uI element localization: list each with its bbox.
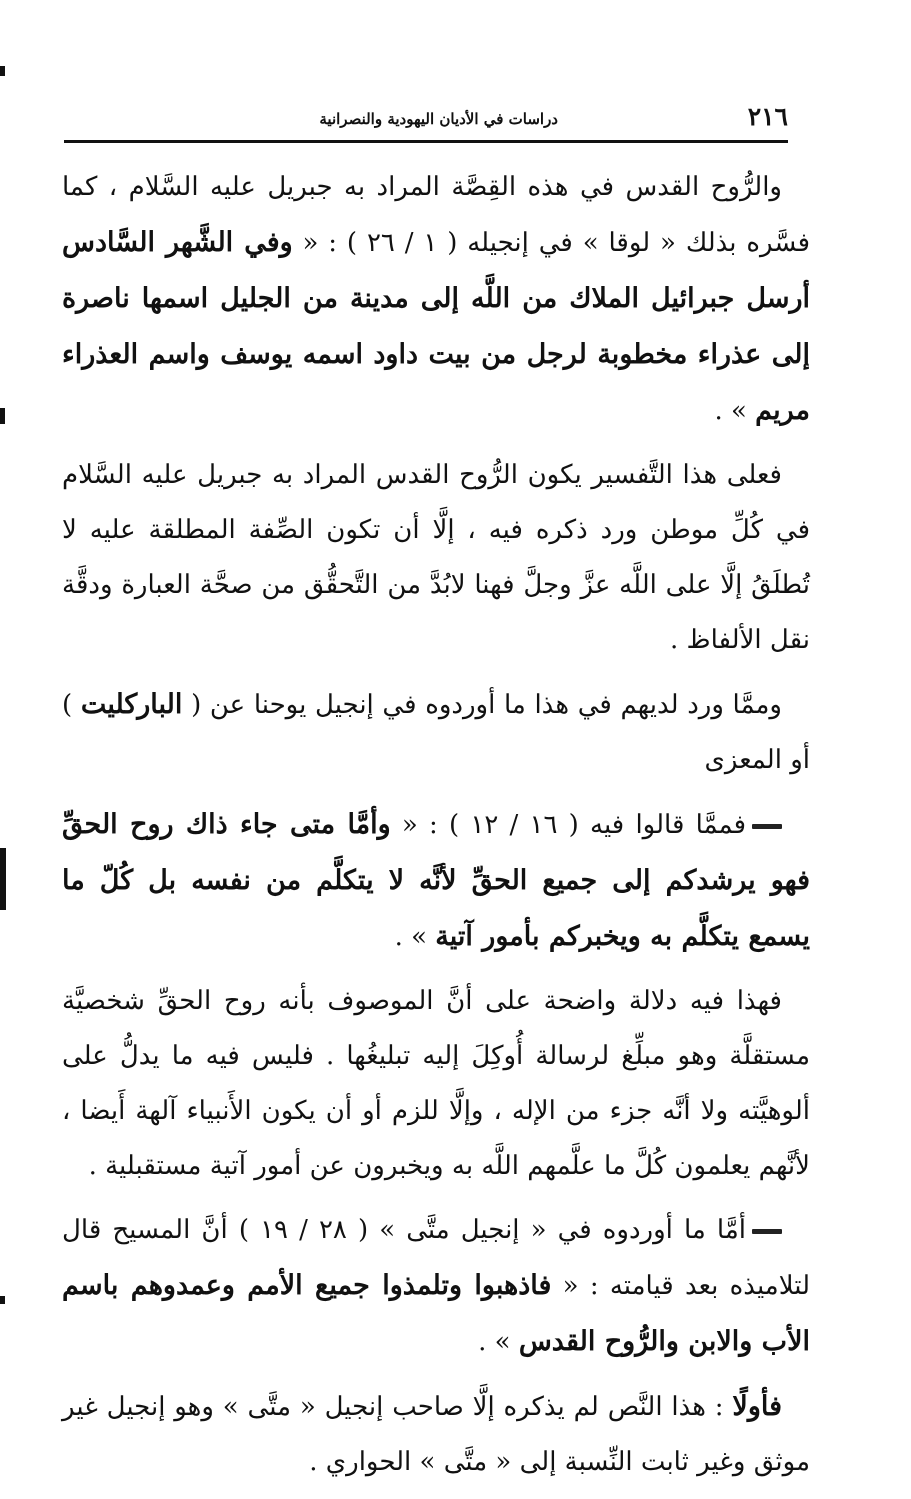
paragraph-text: أمَّا ما أوردوه في « إنجيل متَّى » ( ٢٨ / ١٩ ) أنَّ المسيح قال لتلاميذه بعد قيامته : « (62, 1215, 810, 1301)
quoted-scripture: فاذهبوا وتلمذوا جميع الأمم وعمدوهم باسم الأب والابن والرُّوح القدس (62, 1270, 810, 1357)
point-label: فأولًا (732, 1391, 782, 1422)
paragraph-first-point (62, 1379, 810, 1490)
paragraph-text: والرُّوح القدس في هذه القِصَّة المراد به جبريل عليه السَّلام ، كما فسَّره بذلك « لوقا » في إنجيله ( ١ / ٢٦ ) : « (62, 172, 810, 258)
section-marker-icon (752, 824, 782, 829)
paragraph-text: » . (478, 1327, 519, 1357)
bold-term: الباركليت (80, 689, 183, 720)
paragraph-paraclete-intro (62, 677, 810, 788)
scan-mark (0, 848, 6, 910)
section-marker-icon (752, 1229, 782, 1234)
paragraph-text: فهذا فيه دلالة واضحة على أنَّ الموصوف بأنه روح الحقِّ شخصيَّة مستقلَّة وهو مبلِّغ لرسالة أُوكِلَ إليه تبليغُها . فليس فيه ما يدلُّ على ألوهيَّته ولا أنَّه جزء من الإله ، وإلَّا للزم أو أن يكون الأَنبياء آلهة أَيضا ، لأنَّهم يعلمون كُلَّ ما علَّمهم اللَّه به ويخبرون عن أمور آتية مستقبلية . (62, 986, 810, 1181)
running-title: دراسات في الأديان اليهودية والنصرانية (319, 110, 558, 128)
scan-mark (0, 1296, 5, 1304)
paragraph-matthew-quote (62, 1203, 810, 1370)
paragraph-text: » . (714, 396, 756, 426)
paragraph-argument (62, 974, 810, 1194)
page-number: ٢١٦ (747, 102, 788, 131)
paragraph-luke-quote (62, 160, 810, 439)
paragraph-text: وممَّا ورد لديهم في هذا ما أوردوه في إنجيل يوحنا عن ( (182, 690, 782, 720)
quoted-scripture: وأمَّا متى جاء ذاك روح الحقِّ فهو يرشدكم إلى جميع الحقِّ لأنَّه لا يتكلَّم من نفسه بل كُلّ ما يسمع يتكلَّم به ويخبركم بأمور آتية (62, 809, 810, 952)
paragraph-john-quote (62, 797, 810, 965)
paragraph-text: : هذا النَّص لم يذكره إلَّا صاحب إنجيل « متَّى » وهو إنجيل غير موثق وغير ثابت النِّسبة إلى « متَّى » الحواري . (62, 1392, 810, 1477)
page-header (64, 100, 788, 143)
quoted-scripture: وفي الشَّهر السَّادس أرسل جبرائيل الملاك من اللَّه إلى مدينة من الجليل اسمها ناصرة إلى عذراء مخطوبة لرجل من بيت داود اسمه يوسف واسم العذراء مريم (62, 227, 810, 426)
scan-mark (0, 66, 5, 76)
paragraph-text: » . (394, 922, 436, 952)
body-text (62, 160, 810, 1499)
scan-mark (0, 408, 5, 424)
paragraph-text: فعلى هذا التَّفسير يكون الرُّوح القدس المراد به جبريل عليه السَّلام في كُلِّ موطن ورد ذكره فيه ، إلَّا أن تكون الصِّفة المطلقة عليه لا تُطلَقُ إلَّا على اللَّه عزَّ وجلَّ فهنا لابُدَّ من التَّحقُّق من صحَّة العبارة ودقَّة نقل الألفاظ . (62, 460, 810, 655)
paragraph-text: فممَّا قالوا فيه ( ١٦ / ١٢ ) : « (390, 810, 746, 840)
paragraph-interpretation (62, 448, 810, 668)
paragraph-text: ) أو المعزى (62, 690, 810, 775)
